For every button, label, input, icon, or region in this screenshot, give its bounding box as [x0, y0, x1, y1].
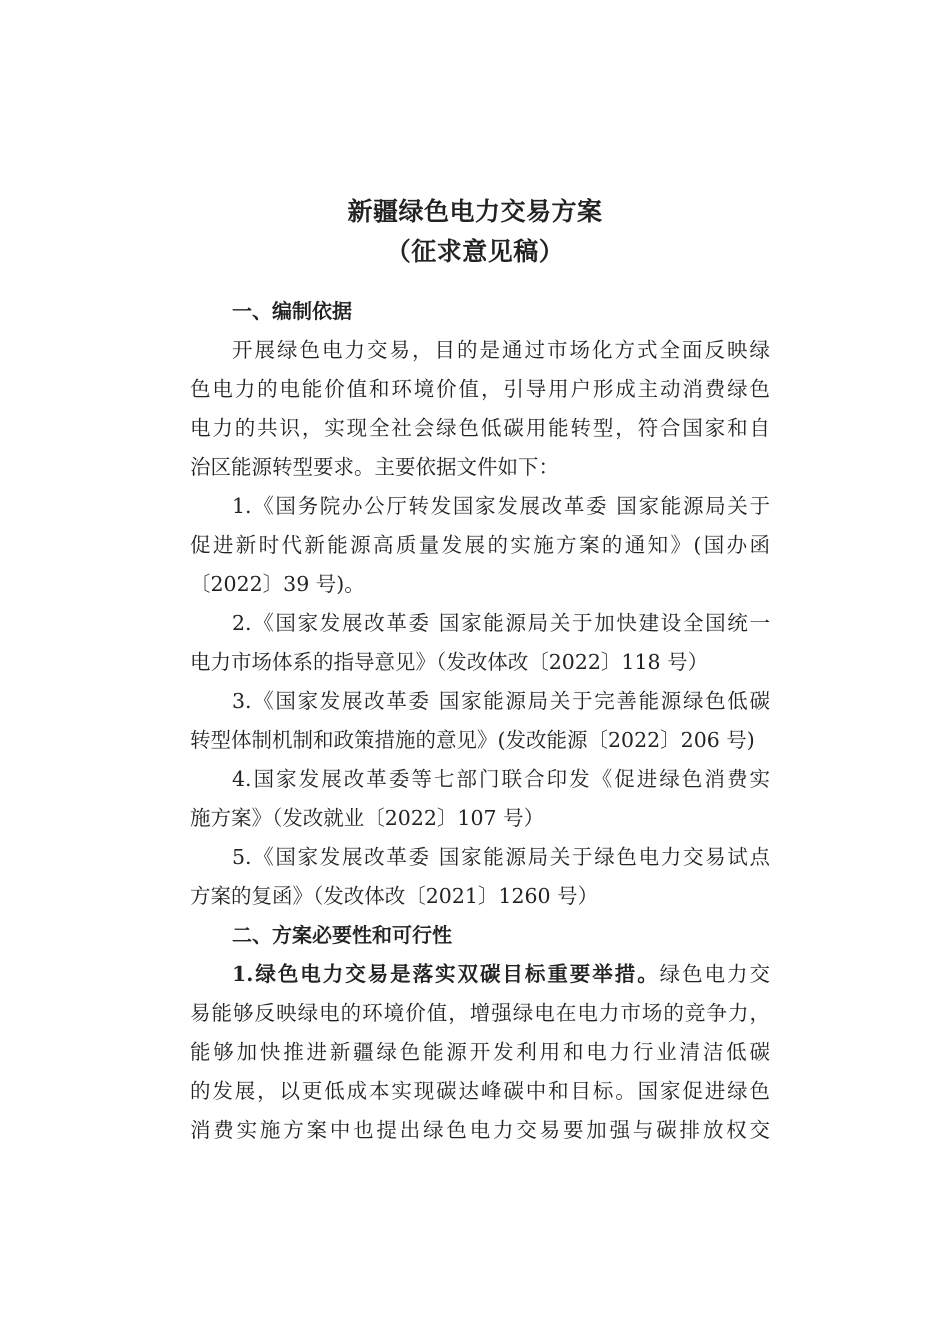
document-subtitle: （征求意见稿） — [385, 237, 565, 266]
reference-item-2-line: 2.《国家发展改革委 国家能源局关于加快建设全国统一 — [232, 611, 770, 635]
section2-point1-first-line — [190, 955, 770, 994]
document-title: 新疆绿色电力交易方案 — [347, 197, 603, 226]
reference-item-1-line: 1.《国务院办公厅转发国家发展改革委 国家能源局关于 — [232, 494, 770, 518]
reference-item-4-line: 施方案》（发改就业〔2022〕107 号） — [190, 806, 545, 830]
reference-item-3-line: 转型体制机制和政策措施的意见》(发改能源〔2022〕206 号) — [190, 728, 755, 752]
reference-item-5-line: 方案的复函》（发改体改〔2021〕1260 号） — [190, 884, 599, 908]
paragraph-line: 能够加快推进新疆绿色能源开发利用和电力行业清洁低碳 — [190, 1040, 770, 1064]
reference-item-1-line: 〔2022〕39 号)。 — [190, 572, 365, 596]
document-body — [190, 292, 770, 1150]
paragraph-line: 色电力的电能价值和环境价值，引导用户形成主动消费绿色 — [190, 377, 770, 401]
paragraph-line: 开展绿色电力交易，目的是通过市场化方式全面反映绿 — [232, 338, 770, 362]
section2-point1-lead: 1.绿色电力交易是落实双碳目标重要举措。 — [232, 962, 660, 986]
title-block — [0, 192, 950, 272]
paragraph-line: 电力的共识，实现全社会绿色低碳用能转型，符合国家和自 — [190, 416, 770, 440]
paragraph-line: 的发展，以更低成本实现碳达峰碳中和目标。国家促进绿色 — [190, 1079, 770, 1103]
section2-point1-lead-rest: 绿色电力交 — [659, 962, 770, 986]
reference-item-5-line: 5.《国家发展改革委 国家能源局关于绿色电力交易试点 — [232, 845, 770, 869]
reference-item-1-line: 促进新时代新能源高质量发展的实施方案的通知》(国办函 — [190, 533, 770, 557]
paragraph-line: 消费实施方案中也提出绿色电力交易要加强与碳排放权交 — [190, 1118, 770, 1142]
paragraph-line: 治区能源转型要求。主要依据文件如下： — [190, 455, 559, 479]
paragraph-line: 易能够反映绿电的环境价值，增强绿电在电力市场的竞争力， — [190, 1001, 770, 1025]
reference-item-4-line: 4.国家发展改革委等七部门联合印发《促进绿色消费实 — [232, 767, 770, 791]
section1-heading: 一、编制依据 — [232, 299, 352, 323]
reference-item-3-line: 3.《国家发展改革委 国家能源局关于完善能源绿色低碳 — [232, 689, 770, 713]
section2-heading: 二、方案必要性和可行性 — [232, 923, 452, 947]
reference-item-2-line: 电力市场体系的指导意见》（发改体改〔2022〕118 号） — [190, 650, 709, 674]
